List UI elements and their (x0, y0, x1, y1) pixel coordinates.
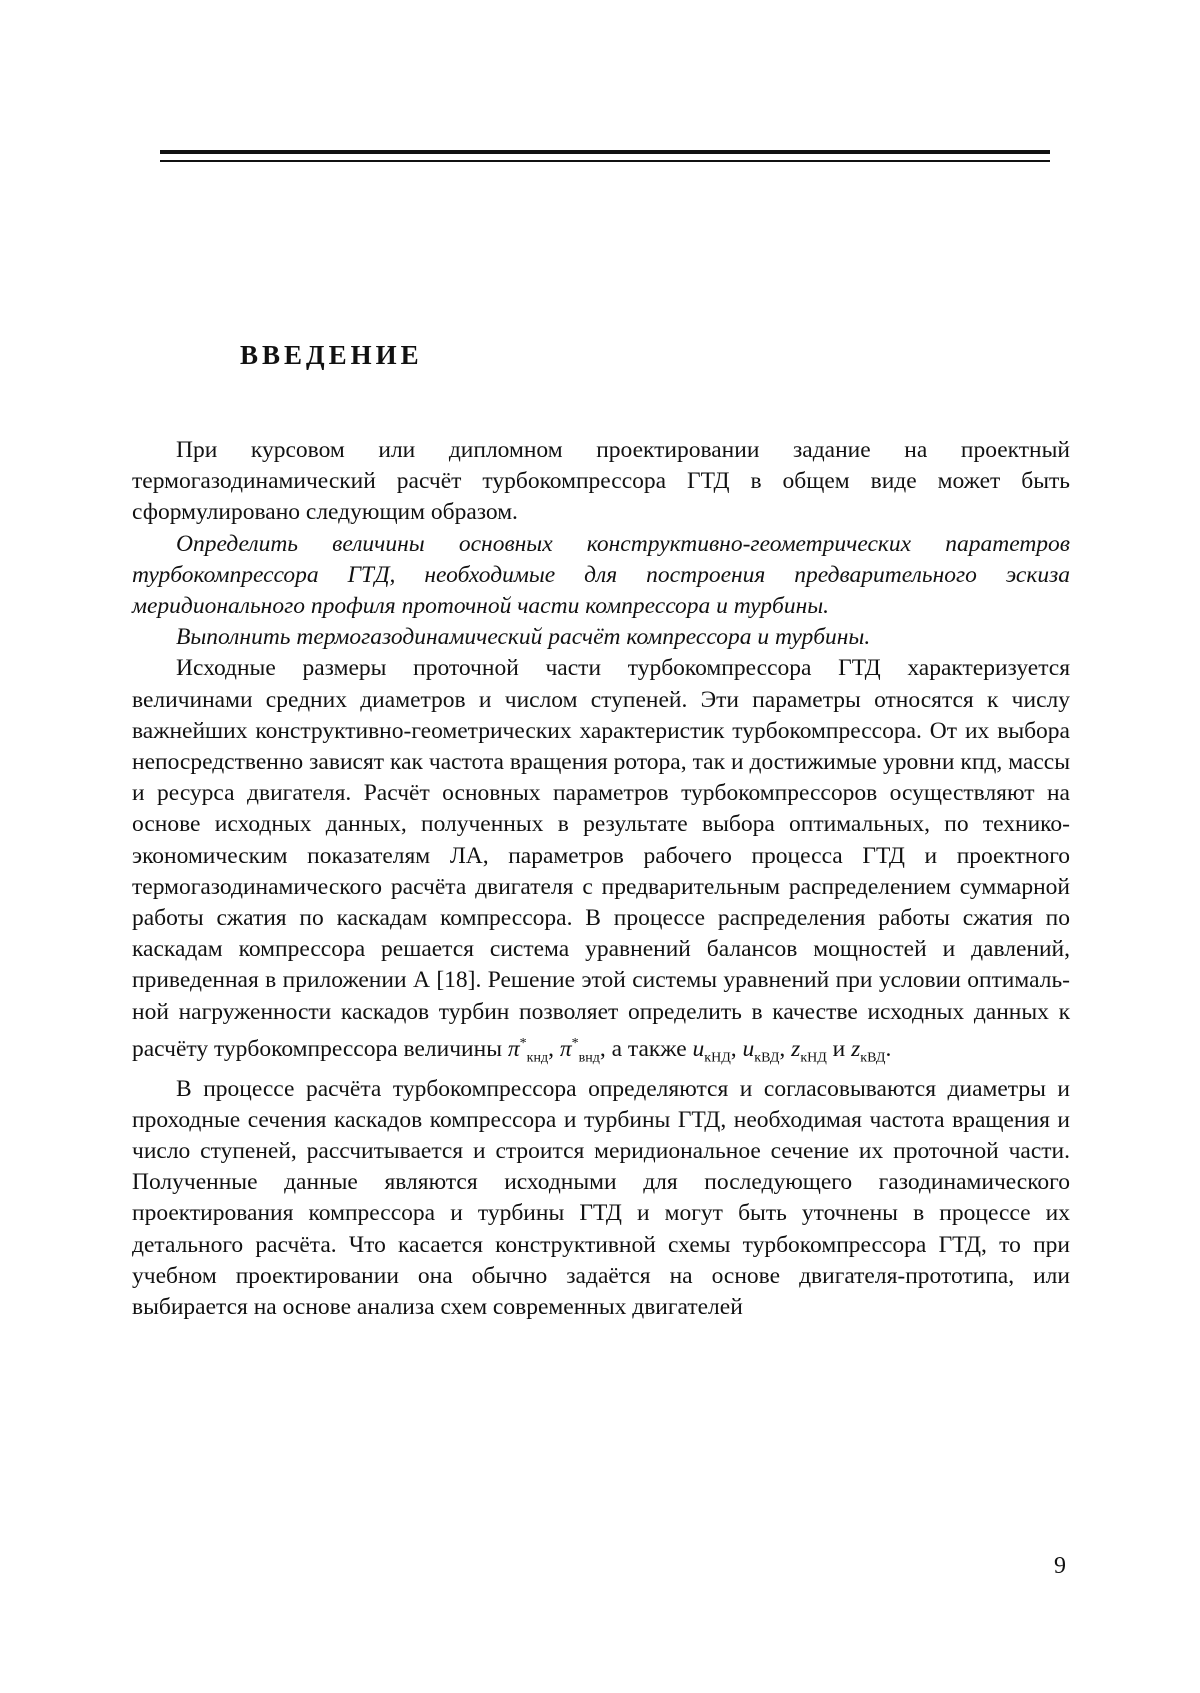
math-pi-vnd: $\pi^*_{внд}$ (559, 1035, 600, 1066)
math-u-knd: $u_{кНД}$ (692, 1035, 731, 1066)
paragraph-3-task-2: Выполнить термогазодинамический расчёт компрессора и турбины. (176, 624, 871, 651)
math-pi-knd: $\pi^*_{кнд}$ (507, 1035, 549, 1066)
paragraph-5: В процессе расчёта турбокомпрессора определяются и согласовываются диаметры и проходные сечения каскадов компрессора и турбины ГТД, необходимая частота вращения и число ступеней, рассчитывается и строится меридиональное сечение их проточной части. Полученные данные являются исходными для последующего газодинамического проектирования компрессора и турбины ГТД и могут быть уточнены в процессе их детального расчёта. Что касается конструктивной схемы турбокомпрессора ГТД, то при учебном проектировании она обычно задаётся на основе двигателя-прототипа, или выбирается на основе анализа схем современных двигателей (132, 1075, 1070, 1320)
paragraph-4-also: а также (611, 1035, 687, 1062)
section-heading: ВВЕДЕНИЕ (240, 340, 423, 370)
paragraph-4: Исходные размеры проточной части турбокомпрессора ГТД характеризуется величинами средних диаметров и числом ступеней. Эти параметры относятся к числу важнейших конструктивно-геометрических характеристик турбокомпрессора. От их выбора непосредственно зависят как частота вращения ротора, так и достижимые уровни кпд, массы и ресурса двигателя. Расчёт основных параметров турбокомпрессоров осуществляют на основе исходных данных, полученных в результате выбора оптимальных, по технико-экономическим показателям ЛА, параметров рабочего процесса ГТД и проектного термогазодинамического расчёта двигателя с предварительным распределением суммарной работы сжатия по каскадам компрессора. В процессе распределения работы сжатия по каскадам компрессора решается система уравнений балансов мощностей и давлений, приведенная в приложении А [18]. Решение этой системы уравнений при условии оптимальной нагруженности каскадов турбин позволяет определить в качестве исходных данных к расчёту турбокомпрессора величины $\pi^*_{кнд}$, $\pi^*_{внд}$, а также $u_{кНД}$, $u_{кВД}$, $z_{кНД}$ и $z_{кВД}$. (132, 655, 1070, 1066)
math-z-knd: $z_{кНД}$ (791, 1035, 827, 1066)
paragraph-2-task-1: Определить величины основных конструктивно-геометрических параmетров турбокомпрессора ГТД, необходимые для построения предварительного эскиза меридионального профиля проточной части компрессора и турбины. (132, 530, 1070, 620)
math-z-kvd: $z_{кВД}$ (851, 1035, 886, 1066)
header-rule-thin (160, 160, 1050, 162)
paragraph-1: При курсовом или дипломном проектировании задание на проектный термогазодинамический расчёт турбокомпрессора ГТД в общем виде может быть сформулировано следующим образом. (132, 437, 1070, 526)
header-rule-thick (160, 150, 1050, 154)
paragraph-4-text: Исходные размеры проточной части турбокомпрессора ГТД характеризуется величинами средних диаметров и числом ступеней. Эти параметры относятся к числу важнейших конструктивно-геометрических характеристик турбокомпрессора. От их выбора непосредственно зависят как частота вращения ротора, так и достижимые уровни кпд, массы и ресурса двигателя. Расчёт основных параметров турбокомпрессоров осуществляют на основе исходных данных, полученных в результате выбора оптимальных, по технико-экономическим показателям ЛА, параметров рабочего процесса ГТД и проектного термогазодинамического расчёта двигателя с предварительным распределением суммарной работы сжатия по каскадам компрессора. В процессе распределения работы сжатия по каскадам компрессора решается система уравнений балансов мощностей и давлений, приведенная в приложении А [18]. Решение этой системы уравнений при условии оптимальной нагруженности каскадов турбин позволяет определить в качестве исходных данных к расчёту турбокомпрессора величины (132, 655, 1070, 1062)
body-text (132, 435, 1070, 1323)
page-number: 9 (1054, 1553, 1066, 1579)
math-u-kvd: $u_{кВД}$ (742, 1035, 780, 1066)
